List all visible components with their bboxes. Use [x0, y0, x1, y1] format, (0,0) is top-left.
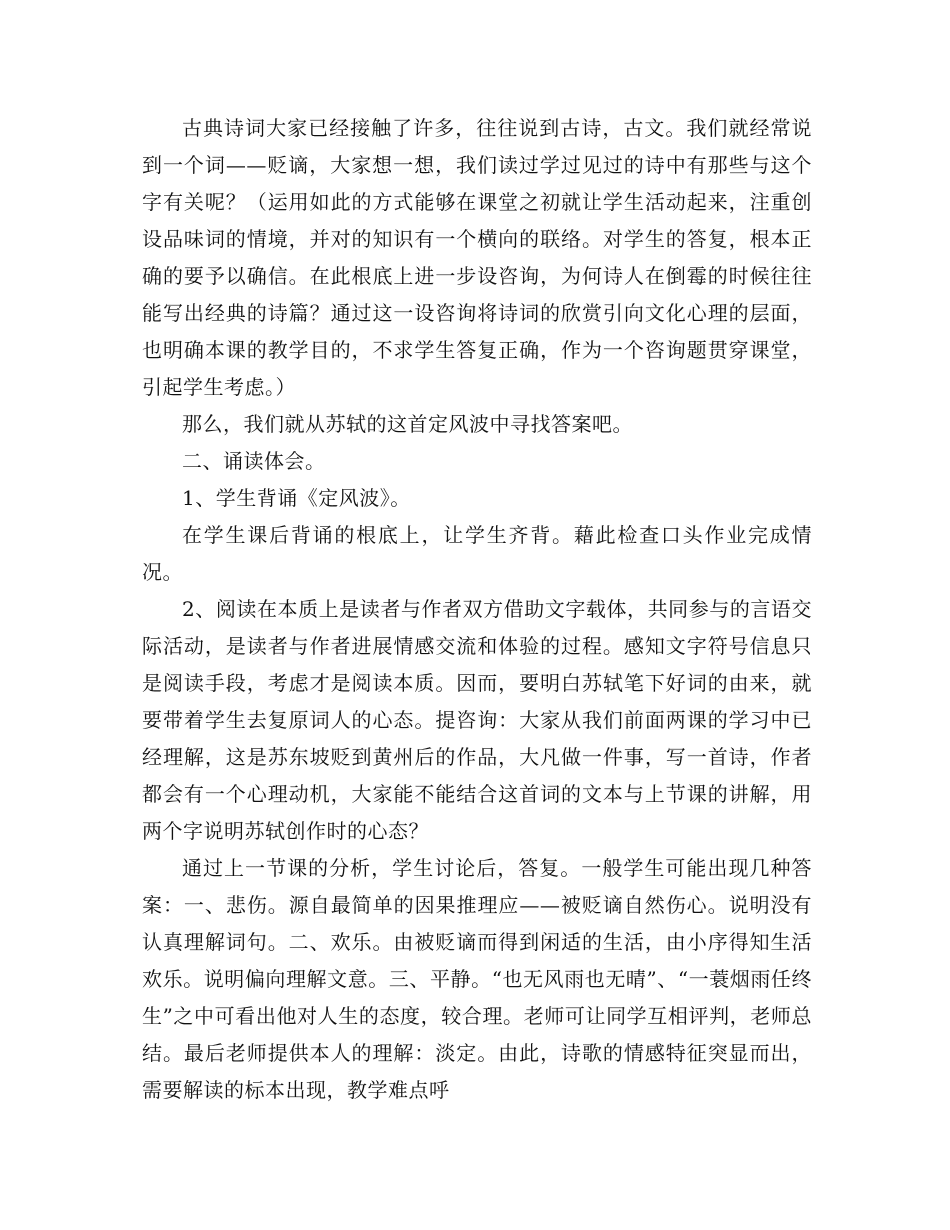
section-heading-recitation: 二、诵读体会。	[182, 449, 326, 473]
list-item-2: 2、阅读在本质上是读者与作者双方借助文字载体，共同参与的言语交际活动，是读者与作者进展情感交流和体验的过程。感知文字符号信息只是阅读手段，考虑才是阅读本质。因而，要明白苏轼笔下好词的由来，就要带着学生去复原词人的心态。提咨询：大家从我们前面两课的学习中已经理解，这是苏东坡贬到黄州后的作品，大凡做一件事，写一首诗，作者都会有一个心理动机，大家能不能结合这首词的文本与上节课的讲解，用两个字说明苏轼创作时的心态？	[142, 597, 812, 843]
paragraph-recitation-check: 在学生课后背诵的根底上，让学生齐背。藉此检查口头作业完成情况。	[142, 523, 812, 584]
document-body	[142, 110, 812, 1109]
paragraph-transition: 那么，我们就从苏轼的这首定风波中寻找答案吧。	[182, 412, 633, 436]
paragraph-intro: 古典诗词大家已经接触了许多，往往说到古诗，古文。我们就经常说到一个词——贬谪，大家想一想，我们读过学过见过的诗中有那些与这个字有关呢？（运用如此的方式能够在课堂之初就让学生活动起来，注重创设品味词的情境，并对的知识有一个横向的联络。对学生的答复，根本正确的要予以确信。在此根底上进一步设咨询，为何诗人在倒霉的时候往往能写出经典的诗篇？通过这一设咨询将诗词的欣赏引向文化心理的层面，也明确本课的教学目的，不求学生答复正确，作为一个咨询题贯穿课堂，引起学生考虑。）	[142, 116, 812, 399]
list-item-1: 1、学生背诵《定风波》。	[182, 486, 411, 510]
paragraph-analysis: 通过上一节课的分析，学生讨论后，答复。一般学生可能出现几种答案：一、悲伤。源自最简单的因果推理应——被贬谪自然伤心。说明没有认真理解词句。二、欢乐。由被贬谪而得到闲适的生活，由小序得知生活欢乐。说明偏向理解文意。三、平静。“也无风雨也无晴”、“一蓑烟雨任终生”之中可看出他对人生的态度，较合理。老师可让同学互相评判，老师总结。最后老师提供本人的理解：淡定。由此，诗歌的情感特征突显而出，需要解读的标本出现，教学难点呼	[142, 856, 812, 1102]
